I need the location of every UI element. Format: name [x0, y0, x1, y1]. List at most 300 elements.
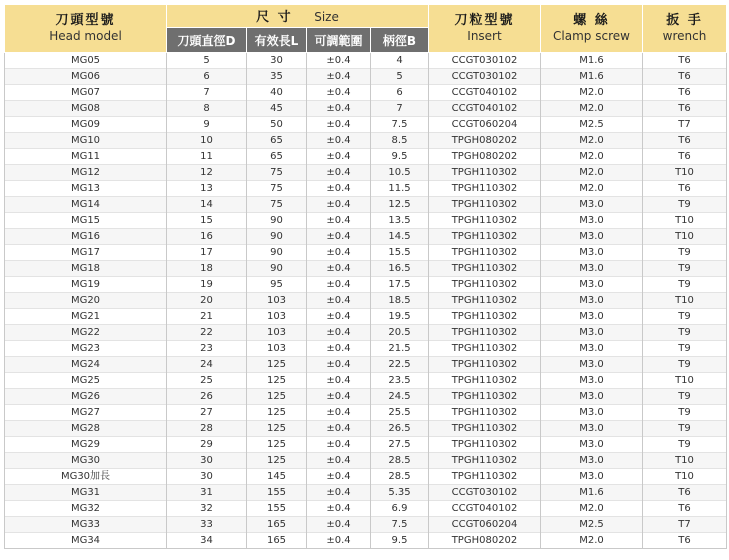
head-model-cell: MG07: [5, 85, 167, 101]
diameter-cell: 7: [167, 85, 247, 101]
shank-cell: 8.5: [371, 133, 429, 149]
wrench-cell: T6: [643, 133, 727, 149]
diameter-cell: 27: [167, 405, 247, 421]
insert-cell: TPGH110302: [429, 325, 541, 341]
clamp-screw-cell: M3.0: [541, 309, 643, 325]
table-row: [5, 517, 727, 533]
shank-cell: 5: [371, 69, 429, 85]
range-cell: ±0.4: [307, 53, 371, 69]
range-cell: ±0.4: [307, 277, 371, 293]
clamp-screw-cell: M1.6: [541, 69, 643, 85]
diameter-cell: 24: [167, 357, 247, 373]
head-model-cell: MG16: [5, 229, 167, 245]
insert-cell: CCGT030102: [429, 53, 541, 69]
clamp-screw-header: [541, 5, 643, 53]
range-cell: ±0.4: [307, 181, 371, 197]
length-cell: 125: [247, 421, 307, 437]
shank-cell: 6.9: [371, 501, 429, 517]
length-cell: 30: [247, 53, 307, 69]
range-cell: ±0.4: [307, 117, 371, 133]
shank-cell: 9.5: [371, 149, 429, 165]
head-model-cell: MG30: [5, 453, 167, 469]
diameter-cell: 9: [167, 117, 247, 133]
insert-cell: CCGT060204: [429, 517, 541, 533]
length-cell: 125: [247, 405, 307, 421]
range-cell: ±0.4: [307, 501, 371, 517]
length-cell: 45: [247, 101, 307, 117]
diameter-cell: 16: [167, 229, 247, 245]
wrench-cell: T9: [643, 389, 727, 405]
table-row: [5, 453, 727, 469]
diameter-cell: 18: [167, 261, 247, 277]
length-cell: 90: [247, 245, 307, 261]
clamp-screw-cell: M3.0: [541, 197, 643, 213]
head-model-cell: MG11: [5, 149, 167, 165]
shank-cell: 13.5: [371, 213, 429, 229]
shank-cell: 28.5: [371, 469, 429, 485]
length-cell: 90: [247, 261, 307, 277]
wrench-cell: T9: [643, 357, 727, 373]
clamp-screw-cell: M1.6: [541, 53, 643, 69]
length-cell: 65: [247, 133, 307, 149]
wrench-cell: T7: [643, 117, 727, 133]
clamp-screw-cell: M3.0: [541, 469, 643, 485]
range-cell: ±0.4: [307, 469, 371, 485]
length-cell: 165: [247, 517, 307, 533]
table-row: [5, 149, 727, 165]
insert-cell: TPGH110302: [429, 421, 541, 437]
clamp-screw-cell: M2.0: [541, 533, 643, 549]
table-row: [5, 101, 727, 117]
shank-cell: 16.5: [371, 261, 429, 277]
insert-cell: TPGH110302: [429, 229, 541, 245]
length-cell: 50: [247, 117, 307, 133]
range-cell: ±0.4: [307, 293, 371, 309]
range-cell: ±0.4: [307, 373, 371, 389]
length-cell: 75: [247, 165, 307, 181]
insert-cell: TPGH110302: [429, 405, 541, 421]
diameter-cell: 34: [167, 533, 247, 549]
head-model-cell: MG20: [5, 293, 167, 309]
shank-cell: 25.5: [371, 405, 429, 421]
insert-cell: TPGH110302: [429, 341, 541, 357]
effective-length-header: 有效長L: [247, 28, 307, 53]
clamp-screw-cell: M3.0: [541, 437, 643, 453]
length-cell: 65: [247, 149, 307, 165]
range-cell: ±0.4: [307, 261, 371, 277]
diameter-cell: 20: [167, 293, 247, 309]
shank-cell: 7.5: [371, 517, 429, 533]
shank-cell: 15.5: [371, 245, 429, 261]
length-cell: 95: [247, 277, 307, 293]
head-model-cell: MG26: [5, 389, 167, 405]
wrench-header: [643, 5, 727, 53]
head-model-header: [5, 5, 167, 53]
clamp-screw-cell: M3.0: [541, 405, 643, 421]
shank-cell: 10.5: [371, 165, 429, 181]
wrench-cell: T10: [643, 213, 727, 229]
diameter-cell: 12: [167, 165, 247, 181]
clamp-screw-cell: M3.0: [541, 277, 643, 293]
insert-cell: CCGT030102: [429, 69, 541, 85]
head-model-cell: MG10: [5, 133, 167, 149]
shank-cell: 7.5: [371, 117, 429, 133]
head-model-cell: MG19: [5, 277, 167, 293]
head-model-cell: MG28: [5, 421, 167, 437]
insert-cell: CCGT040102: [429, 101, 541, 117]
insert-cell: CCGT030102: [429, 485, 541, 501]
shank-cell: 28.5: [371, 453, 429, 469]
clamp-screw-cell: M2.0: [541, 165, 643, 181]
insert-cell: TPGH110302: [429, 261, 541, 277]
diameter-cell: 19: [167, 277, 247, 293]
insert-header-en: Insert: [467, 29, 502, 43]
head-model-cell: MG29: [5, 437, 167, 453]
length-cell: 103: [247, 325, 307, 341]
clamp-screw-header-zh: 螺 絲: [573, 13, 610, 28]
table-row: [5, 325, 727, 341]
wrench-cell: T9: [643, 341, 727, 357]
clamp-screw-cell: M3.0: [541, 245, 643, 261]
clamp-screw-cell: M2.5: [541, 117, 643, 133]
insert-cell: TPGH110302: [429, 197, 541, 213]
head-model-cell: MG12: [5, 165, 167, 181]
head-model-header-en: Head model: [49, 29, 122, 43]
head-model-cell: MG27: [5, 405, 167, 421]
wrench-cell: T10: [643, 469, 727, 485]
clamp-screw-cell: M3.0: [541, 325, 643, 341]
table-row: [5, 277, 727, 293]
table-row: [5, 261, 727, 277]
table-row: [5, 389, 727, 405]
shank-cell: 11.5: [371, 181, 429, 197]
table-row: [5, 197, 727, 213]
shank-cell: 27.5: [371, 437, 429, 453]
length-cell: 103: [247, 293, 307, 309]
insert-cell: TPGH080202: [429, 133, 541, 149]
length-cell: 125: [247, 373, 307, 389]
wrench-cell: T6: [643, 85, 727, 101]
length-cell: 125: [247, 453, 307, 469]
diameter-cell: 22: [167, 325, 247, 341]
insert-cell: TPGH110302: [429, 469, 541, 485]
range-cell: ±0.4: [307, 149, 371, 165]
table-row: [5, 133, 727, 149]
range-cell: ±0.4: [307, 245, 371, 261]
clamp-screw-cell: M3.0: [541, 229, 643, 245]
insert-header-zh: 刀粒型號: [454, 13, 515, 28]
shank-cell: 17.5: [371, 277, 429, 293]
length-cell: 125: [247, 357, 307, 373]
length-cell: 103: [247, 309, 307, 325]
diameter-cell: 17: [167, 245, 247, 261]
wrench-cell: T9: [643, 437, 727, 453]
clamp-screw-cell: M3.0: [541, 357, 643, 373]
diameter-cell: 31: [167, 485, 247, 501]
table-row: [5, 165, 727, 181]
head-model-cell: MG13: [5, 181, 167, 197]
head-model-cell: MG23: [5, 341, 167, 357]
range-cell: ±0.4: [307, 133, 371, 149]
shank-cell: 4: [371, 53, 429, 69]
diameter-cell: 30: [167, 453, 247, 469]
head-model-cell: MG31: [5, 485, 167, 501]
table-row: [5, 69, 727, 85]
diameter-cell: 28: [167, 421, 247, 437]
clamp-screw-header-en: Clamp screw: [553, 29, 630, 43]
range-cell: ±0.4: [307, 165, 371, 181]
wrench-cell: T6: [643, 69, 727, 85]
table-header: [5, 5, 727, 53]
wrench-cell: T10: [643, 453, 727, 469]
head-model-cell: MG21: [5, 309, 167, 325]
diameter-d-header: 刀頭直徑D: [167, 28, 247, 53]
diameter-cell: 23: [167, 341, 247, 357]
insert-cell: TPGH110302: [429, 277, 541, 293]
clamp-screw-cell: M3.0: [541, 421, 643, 437]
range-cell: ±0.4: [307, 213, 371, 229]
shank-cell: 9.5: [371, 533, 429, 549]
table-row: [5, 293, 727, 309]
head-model-cell: MG24: [5, 357, 167, 373]
table-row: [5, 213, 727, 229]
wrench-cell: T9: [643, 261, 727, 277]
shank-cell: 21.5: [371, 341, 429, 357]
table-row: [5, 53, 727, 69]
insert-cell: TPGH110302: [429, 389, 541, 405]
length-cell: 155: [247, 485, 307, 501]
head-model-cell: MG33: [5, 517, 167, 533]
shank-diameter-header: 柄徑B: [371, 28, 429, 53]
length-cell: 125: [247, 389, 307, 405]
range-cell: ±0.4: [307, 85, 371, 101]
diameter-cell: 25: [167, 373, 247, 389]
head-model-cell: MG30加長: [5, 469, 167, 485]
length-cell: 155: [247, 501, 307, 517]
length-cell: 145: [247, 469, 307, 485]
wrench-cell: T6: [643, 149, 727, 165]
insert-cell: TPGH110302: [429, 165, 541, 181]
head-model-cell: MG08: [5, 101, 167, 117]
wrench-cell: T10: [643, 373, 727, 389]
range-cell: ±0.4: [307, 437, 371, 453]
range-cell: ±0.4: [307, 69, 371, 85]
head-model-cell: MG09: [5, 117, 167, 133]
shank-cell: 22.5: [371, 357, 429, 373]
wrench-cell: T9: [643, 245, 727, 261]
insert-cell: TPGH110302: [429, 309, 541, 325]
insert-cell: TPGH110302: [429, 181, 541, 197]
table-row: [5, 405, 727, 421]
insert-header: [429, 5, 541, 53]
clamp-screw-cell: M3.0: [541, 453, 643, 469]
table-row: [5, 117, 727, 133]
table-row: [5, 85, 727, 101]
table-row: [5, 437, 727, 453]
range-cell: ±0.4: [307, 453, 371, 469]
clamp-screw-cell: M2.0: [541, 85, 643, 101]
insert-cell: TPGH110302: [429, 245, 541, 261]
shank-cell: 20.5: [371, 325, 429, 341]
diameter-cell: 21: [167, 309, 247, 325]
table-row: [5, 245, 727, 261]
insert-cell: TPGH110302: [429, 293, 541, 309]
length-cell: 90: [247, 229, 307, 245]
size-header-zh: 尺 寸: [256, 10, 293, 25]
shank-cell: 12.5: [371, 197, 429, 213]
table-row: [5, 357, 727, 373]
diameter-cell: 6: [167, 69, 247, 85]
length-cell: 40: [247, 85, 307, 101]
range-cell: ±0.4: [307, 533, 371, 549]
diameter-cell: 30: [167, 469, 247, 485]
clamp-screw-cell: M3.0: [541, 261, 643, 277]
insert-cell: TPGH110302: [429, 453, 541, 469]
wrench-cell: T9: [643, 405, 727, 421]
wrench-cell: T6: [643, 53, 727, 69]
clamp-screw-cell: M2.0: [541, 101, 643, 117]
table-row: [5, 309, 727, 325]
clamp-screw-cell: M2.0: [541, 181, 643, 197]
range-cell: ±0.4: [307, 357, 371, 373]
head-model-cell: MG06: [5, 69, 167, 85]
diameter-cell: 11: [167, 149, 247, 165]
shank-cell: 19.5: [371, 309, 429, 325]
diameter-cell: 32: [167, 501, 247, 517]
size-group-header: [167, 5, 429, 28]
head-model-cell: MG15: [5, 213, 167, 229]
range-cell: ±0.4: [307, 485, 371, 501]
table-row: [5, 373, 727, 389]
range-cell: ±0.4: [307, 309, 371, 325]
range-cell: ±0.4: [307, 517, 371, 533]
range-cell: ±0.4: [307, 421, 371, 437]
table-body: [5, 53, 727, 549]
insert-cell: TPGH110302: [429, 373, 541, 389]
diameter-cell: 13: [167, 181, 247, 197]
head-model-cell: MG22: [5, 325, 167, 341]
wrench-cell: T9: [643, 197, 727, 213]
table-row: [5, 469, 727, 485]
adjust-range-header: 可調範圍: [307, 28, 371, 53]
length-cell: 165: [247, 533, 307, 549]
head-model-cell: MG32: [5, 501, 167, 517]
shank-cell: 23.5: [371, 373, 429, 389]
table-row: [5, 485, 727, 501]
length-cell: 90: [247, 213, 307, 229]
diameter-cell: 15: [167, 213, 247, 229]
diameter-cell: 33: [167, 517, 247, 533]
length-cell: 75: [247, 181, 307, 197]
range-cell: ±0.4: [307, 341, 371, 357]
clamp-screw-cell: M2.0: [541, 133, 643, 149]
head-model-header-zh: 刀頭型號: [55, 13, 116, 28]
head-model-cell: MG05: [5, 53, 167, 69]
head-model-cell: MG34: [5, 533, 167, 549]
diameter-cell: 26: [167, 389, 247, 405]
length-cell: 75: [247, 197, 307, 213]
shank-cell: 6: [371, 85, 429, 101]
clamp-screw-cell: M3.0: [541, 373, 643, 389]
head-model-cell: MG25: [5, 373, 167, 389]
shank-cell: 7: [371, 101, 429, 117]
wrench-cell: T9: [643, 277, 727, 293]
insert-cell: TPGH080202: [429, 533, 541, 549]
insert-cell: TPGH110302: [429, 437, 541, 453]
wrench-cell: T9: [643, 421, 727, 437]
range-cell: ±0.4: [307, 405, 371, 421]
clamp-screw-cell: M2.0: [541, 501, 643, 517]
shank-cell: 26.5: [371, 421, 429, 437]
diameter-cell: 5: [167, 53, 247, 69]
diameter-cell: 14: [167, 197, 247, 213]
clamp-screw-cell: M2.0: [541, 149, 643, 165]
wrench-cell: T9: [643, 325, 727, 341]
wrench-cell: T10: [643, 229, 727, 245]
wrench-cell: T6: [643, 101, 727, 117]
wrench-cell: T7: [643, 517, 727, 533]
length-cell: 35: [247, 69, 307, 85]
insert-cell: CCGT060204: [429, 117, 541, 133]
clamp-screw-cell: M3.0: [541, 293, 643, 309]
table-row: [5, 421, 727, 437]
wrench-header-en: wrench: [662, 29, 707, 43]
shank-cell: 24.5: [371, 389, 429, 405]
wrench-cell: T6: [643, 533, 727, 549]
clamp-screw-cell: M3.0: [541, 213, 643, 229]
range-cell: ±0.4: [307, 389, 371, 405]
length-cell: 103: [247, 341, 307, 357]
wrench-cell: T9: [643, 309, 727, 325]
range-cell: ±0.4: [307, 325, 371, 341]
range-cell: ±0.4: [307, 101, 371, 117]
length-cell: 125: [247, 437, 307, 453]
wrench-header-zh: 扳 手: [666, 13, 703, 28]
size-header-en: Size: [314, 10, 339, 24]
table-row: [5, 181, 727, 197]
wrench-cell: T6: [643, 181, 727, 197]
wrench-cell: T10: [643, 293, 727, 309]
wrench-cell: T6: [643, 485, 727, 501]
diameter-cell: 29: [167, 437, 247, 453]
clamp-screw-cell: M3.0: [541, 389, 643, 405]
table-row: [5, 341, 727, 357]
table-row: [5, 229, 727, 245]
clamp-screw-cell: M3.0: [541, 341, 643, 357]
wrench-cell: T6: [643, 501, 727, 517]
head-spec-table: [4, 4, 727, 549]
table-row: [5, 501, 727, 517]
shank-cell: 5.35: [371, 485, 429, 501]
head-model-cell: MG14: [5, 197, 167, 213]
range-cell: ±0.4: [307, 197, 371, 213]
insert-cell: TPGH110302: [429, 213, 541, 229]
table-row: [5, 533, 727, 549]
clamp-screw-cell: M2.5: [541, 517, 643, 533]
range-cell: ±0.4: [307, 229, 371, 245]
clamp-screw-cell: M1.6: [541, 485, 643, 501]
head-model-cell: MG17: [5, 245, 167, 261]
shank-cell: 18.5: [371, 293, 429, 309]
insert-cell: TPGH080202: [429, 149, 541, 165]
diameter-cell: 8: [167, 101, 247, 117]
wrench-cell: T10: [643, 165, 727, 181]
insert-cell: CCGT040102: [429, 501, 541, 517]
shank-cell: 14.5: [371, 229, 429, 245]
diameter-cell: 10: [167, 133, 247, 149]
insert-cell: TPGH110302: [429, 357, 541, 373]
insert-cell: CCGT040102: [429, 85, 541, 101]
